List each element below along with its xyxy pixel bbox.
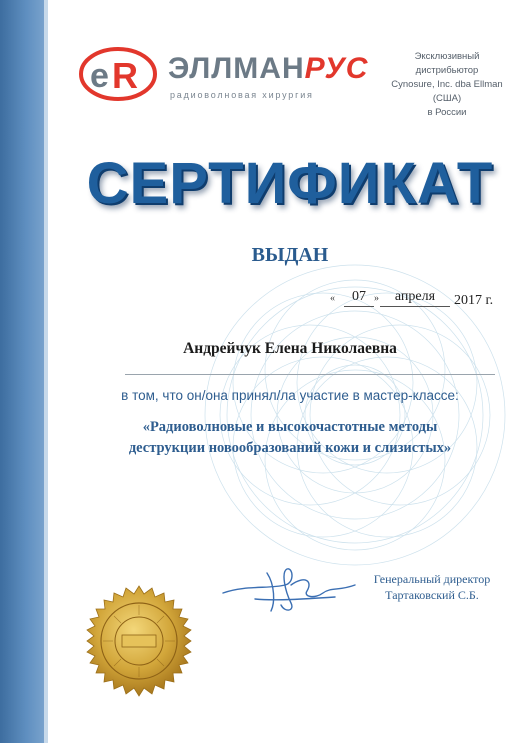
gold-seal-icon xyxy=(78,585,200,707)
date-open-quote: « xyxy=(330,293,335,304)
distributor-note xyxy=(382,50,512,120)
director-title: Генеральный директор xyxy=(373,572,491,586)
date-month: апреля xyxy=(380,289,450,307)
logo-name-accent: РУС xyxy=(304,52,369,85)
logo-wordmark xyxy=(168,52,368,86)
er-logo-icon xyxy=(78,46,158,102)
logo-name-main: ЭЛЛМАН xyxy=(168,52,305,85)
director-signature xyxy=(215,555,365,625)
course-title xyxy=(60,417,519,459)
company-logo xyxy=(78,46,378,108)
course-title-line-1: «Радиоволновые и высокочастотные методы xyxy=(142,419,438,435)
distributor-line-1: Эксклюзивный дистрибьютор xyxy=(414,51,480,76)
svg-text:e: e xyxy=(90,57,109,95)
distributor-line-2: Cynosure, Inc. dba Ellman (США) xyxy=(391,79,503,104)
logo-tagline: радиоволновая хирургия xyxy=(170,90,314,100)
certificate-title: СЕРТИФИКАТ xyxy=(86,151,494,216)
participation-statement: в том, что он/она принял/ла участие в мастер-классе: xyxy=(121,388,459,403)
date-year: 2017 г. xyxy=(454,293,494,308)
recipient-underline xyxy=(125,374,495,375)
director-name: Тартаковский С.Б. xyxy=(385,588,479,602)
date-day: 07 xyxy=(344,289,374,307)
course-title-line-2: деструкции новообразований кожи и слизистых» xyxy=(128,440,452,456)
recipient-name: Андрейчук Елена Николаевна xyxy=(183,340,397,357)
svg-text:R: R xyxy=(112,55,138,96)
director-block xyxy=(352,571,512,603)
decorative-side-band xyxy=(0,0,48,743)
issued-label: ВЫДАН xyxy=(251,244,329,266)
distributor-line-3: в России xyxy=(427,107,467,118)
issue-date xyxy=(330,287,510,313)
date-close-quote: » xyxy=(374,293,379,304)
